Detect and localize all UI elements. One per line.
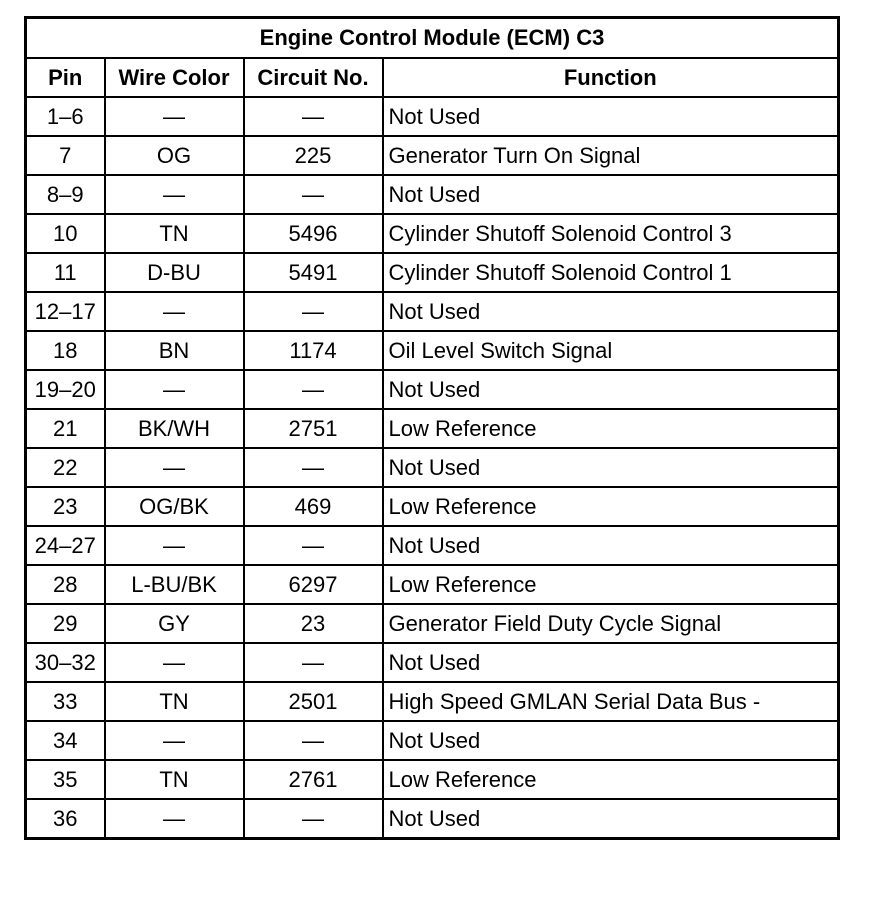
- pin-cell: 24–27: [26, 526, 105, 565]
- function-cell: Low Reference: [383, 409, 839, 448]
- circuit-no-cell: —: [244, 175, 383, 214]
- pin-cell: 1–6: [26, 97, 105, 136]
- circuit-no-cell: —: [244, 448, 383, 487]
- circuit-no-cell: 225: [244, 136, 383, 175]
- column-header-wire-color: Wire Color: [105, 58, 244, 97]
- circuit-no-cell: 2761: [244, 760, 383, 799]
- table-row: [26, 643, 839, 682]
- wire-color-cell: —: [105, 721, 244, 760]
- wire-color-cell: D-BU: [105, 253, 244, 292]
- pin-cell: 12–17: [26, 292, 105, 331]
- circuit-no-cell: 23: [244, 604, 383, 643]
- function-cell: Generator Field Duty Cycle Signal: [383, 604, 839, 643]
- function-cell: Not Used: [383, 175, 839, 214]
- function-cell: Oil Level Switch Signal: [383, 331, 839, 370]
- wire-color-cell: —: [105, 643, 244, 682]
- function-cell: Not Used: [383, 292, 839, 331]
- pin-cell: 8–9: [26, 175, 105, 214]
- wire-color-cell: TN: [105, 760, 244, 799]
- table-row: [26, 331, 839, 370]
- pin-cell: 7: [26, 136, 105, 175]
- pin-cell: 11: [26, 253, 105, 292]
- column-header-pin: Pin: [26, 58, 105, 97]
- wire-color-cell: —: [105, 526, 244, 565]
- pin-cell: 10: [26, 214, 105, 253]
- circuit-no-cell: —: [244, 292, 383, 331]
- function-cell: Cylinder Shutoff Solenoid Control 3: [383, 214, 839, 253]
- circuit-no-cell: —: [244, 370, 383, 409]
- circuit-no-cell: 5491: [244, 253, 383, 292]
- table-body: [26, 97, 839, 839]
- wire-color-cell: —: [105, 370, 244, 409]
- function-cell: Cylinder Shutoff Solenoid Control 1: [383, 253, 839, 292]
- circuit-no-cell: —: [244, 643, 383, 682]
- wire-color-cell: GY: [105, 604, 244, 643]
- function-cell: Not Used: [383, 448, 839, 487]
- table-row: [26, 292, 839, 331]
- wire-color-cell: TN: [105, 682, 244, 721]
- wire-color-cell: TN: [105, 214, 244, 253]
- circuit-no-cell: 469: [244, 487, 383, 526]
- circuit-no-cell: 1174: [244, 331, 383, 370]
- circuit-no-cell: 5496: [244, 214, 383, 253]
- wire-color-cell: —: [105, 292, 244, 331]
- function-cell: Not Used: [383, 526, 839, 565]
- column-header-circuit-no: Circuit No.: [244, 58, 383, 97]
- wire-color-cell: —: [105, 97, 244, 136]
- pin-cell: 34: [26, 721, 105, 760]
- table-row: [26, 214, 839, 253]
- wire-color-cell: OG: [105, 136, 244, 175]
- table-row: [26, 526, 839, 565]
- function-cell: Generator Turn On Signal: [383, 136, 839, 175]
- wire-color-cell: OG/BK: [105, 487, 244, 526]
- table-row: [26, 409, 839, 448]
- circuit-no-cell: —: [244, 97, 383, 136]
- wire-color-cell: —: [105, 175, 244, 214]
- circuit-no-cell: 2751: [244, 409, 383, 448]
- table-title: Engine Control Module (ECM) C3: [26, 18, 839, 59]
- pin-cell: 19–20: [26, 370, 105, 409]
- table-row: [26, 370, 839, 409]
- table-title-row: [26, 18, 839, 59]
- table-row: [26, 448, 839, 487]
- table-row: [26, 799, 839, 839]
- column-header-function: Function: [383, 58, 839, 97]
- function-cell: Low Reference: [383, 487, 839, 526]
- function-cell: Not Used: [383, 721, 839, 760]
- pin-cell: 21: [26, 409, 105, 448]
- table-row: [26, 487, 839, 526]
- circuit-no-cell: 2501: [244, 682, 383, 721]
- table-row: [26, 565, 839, 604]
- table-row: [26, 604, 839, 643]
- circuit-no-cell: —: [244, 721, 383, 760]
- function-cell: Not Used: [383, 370, 839, 409]
- table-row: [26, 253, 839, 292]
- pin-cell: 18: [26, 331, 105, 370]
- pin-cell: 35: [26, 760, 105, 799]
- pin-cell: 28: [26, 565, 105, 604]
- table-row: [26, 721, 839, 760]
- table-header-row: [26, 58, 839, 97]
- table-row: [26, 682, 839, 721]
- function-cell: Not Used: [383, 799, 839, 839]
- table-row: [26, 760, 839, 799]
- connector-pinout-table: [24, 16, 840, 840]
- wire-color-cell: —: [105, 448, 244, 487]
- pin-cell: 36: [26, 799, 105, 839]
- table-row: [26, 97, 839, 136]
- table-row: [26, 136, 839, 175]
- function-cell: Not Used: [383, 643, 839, 682]
- pin-cell: 30–32: [26, 643, 105, 682]
- circuit-no-cell: —: [244, 526, 383, 565]
- wire-color-cell: —: [105, 799, 244, 839]
- function-cell: Low Reference: [383, 760, 839, 799]
- pin-cell: 22: [26, 448, 105, 487]
- wire-color-cell: L-BU/BK: [105, 565, 244, 604]
- wire-color-cell: BN: [105, 331, 244, 370]
- pin-cell: 23: [26, 487, 105, 526]
- function-cell: Not Used: [383, 97, 839, 136]
- function-cell: High Speed GMLAN Serial Data Bus -: [383, 682, 839, 721]
- circuit-no-cell: —: [244, 799, 383, 839]
- function-cell: Low Reference: [383, 565, 839, 604]
- table-row: [26, 175, 839, 214]
- pin-cell: 29: [26, 604, 105, 643]
- pin-cell: 33: [26, 682, 105, 721]
- circuit-no-cell: 6297: [244, 565, 383, 604]
- wire-color-cell: BK/WH: [105, 409, 244, 448]
